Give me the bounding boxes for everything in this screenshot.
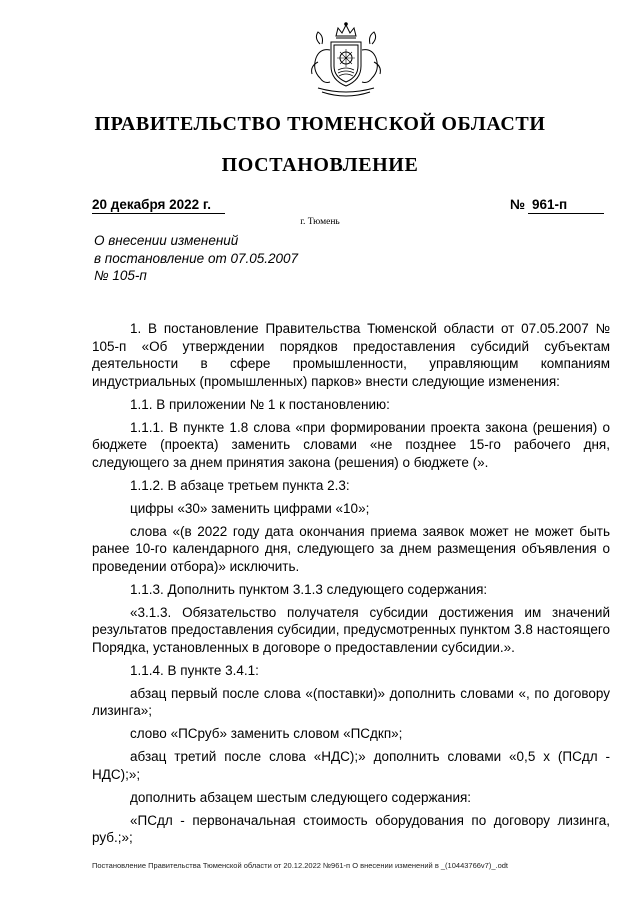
subject-line: № 105-п	[94, 268, 147, 283]
paragraph: 1.1. В приложении № 1 к постановлению:	[130, 396, 390, 412]
paragraph: дополнить абзацем шестым следующего содержания:	[130, 789, 472, 805]
subject-line: О внесении изменений	[94, 233, 239, 248]
document-subject	[94, 232, 354, 285]
number-sign: №	[510, 197, 526, 212]
paragraph: 1.1.1. В пункте 1.8 слова «при формировании проекта закона (решения) о бюджете (проекта) заменить словами «не позднее 15-го рабочего дня, следующего за днем принятия закона (решения) о бюджете (».	[92, 419, 610, 470]
document-type: ПОСТАНОВЛЕНИЕ	[221, 154, 419, 176]
paragraph: слово «ПСруб» заменить словом «ПСдкп»;	[130, 726, 403, 741]
document-number: 961-п	[528, 197, 604, 214]
paragraph: абзац первый после слова «(поставки)» дополнить словами «, по договору лизинга»;	[92, 685, 610, 718]
government-title: ПРАВИТЕЛЬСТВО ТЮМЕНСКОЙ ОБЛАСТИ	[94, 113, 546, 135]
paragraph: «ПСдл - первоначальная стоимость оборудования по договору лизинга, руб.;»;	[92, 812, 610, 845]
document-date: 20 декабря 2022 г.	[92, 197, 225, 214]
paragraph: слова «(в 2022 году дата окончания приема заявок может не может быть ранее 10-го календарного дня, следующего за днем размещения объявления о проведении отбора)» исключить.	[92, 523, 610, 574]
paragraph: 1.1.2. В абзаце третьем пункта 2.3:	[130, 477, 350, 493]
paragraph: 1.1.4. В пункте 3.4.1:	[130, 662, 259, 678]
tyumen-region-coat-of-arms-icon	[296, 22, 396, 102]
city-label: г. Тюмень	[300, 217, 340, 227]
paragraph: «3.1.3. Обязательство получателя субсидии достижения им значений результатов предоставления субсидии, предусмотренных пунктом 3.8 настоящего Порядка, установленных в договоре о предоставлении субсидии.».	[92, 604, 610, 655]
paragraph: 1.1.3. Дополнить пунктом 3.1.3 следующего содержания:	[130, 581, 488, 597]
paragraph: абзац третий после слова «НДС);» дополнить словами «0,5 x (ПСдл - НДС);»;	[92, 749, 610, 782]
document-body	[92, 320, 610, 852]
paragraph: цифры «30» заменить цифрами «10»;	[130, 500, 370, 516]
subject-line: в постановление от 07.05.2007	[94, 250, 299, 266]
page-footer: Постановление Правительства Тюменской области от 20.12.2022 №961-п О внесении изменений в _(10443766v7)_.odt	[92, 861, 509, 870]
paragraph: 1. В постановление Правительства Тюменской области от 07.05.2007 № 105-п «Об утверждении порядков предоставления субсидий субъектам деятельности в сфере промышленности, управляющим компаниям индустриальных (промышленных) парков» внести следующие изменения:	[92, 321, 610, 389]
